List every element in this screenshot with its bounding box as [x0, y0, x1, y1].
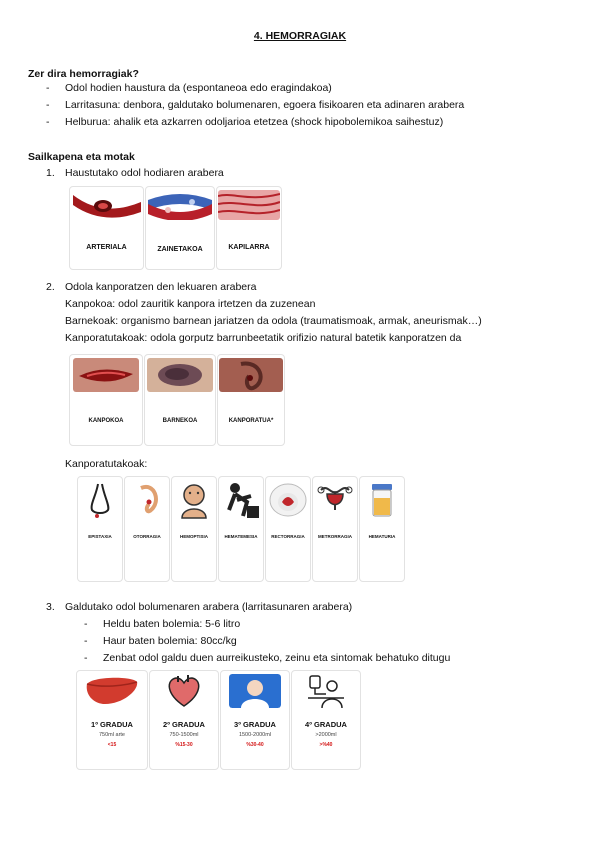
- grade-percent: %15-30: [175, 742, 193, 748]
- card-vein: [145, 186, 215, 270]
- card-rectorrhagia: [265, 476, 311, 582]
- list-item: - Haur baten bolemia: 80cc/kg: [84, 635, 237, 647]
- card-otorrhagia: [124, 476, 170, 582]
- grade-label: 4º GRADUA: [305, 720, 347, 729]
- card-epistaxis: [77, 476, 123, 582]
- grade-volume: 1500-2000ml: [238, 732, 272, 738]
- vessel-vein-icon: [148, 190, 212, 220]
- card-grade-1: [76, 670, 148, 770]
- iv-drip-icon: [304, 674, 348, 708]
- card-label: ARTERIALA: [86, 244, 127, 251]
- bruise-icon: [147, 358, 213, 392]
- card-label: KAPILARRA: [228, 244, 270, 251]
- card-hemoptysis: [171, 476, 217, 582]
- card-grade-2: [149, 670, 219, 770]
- liver-icon: [83, 674, 141, 708]
- grade-percent: %30-40: [246, 742, 264, 748]
- point-1: 1. Haustutako odol hodiaren arabera: [46, 167, 224, 179]
- point-2-line-external: Kanpokoa: odol zauritik kanpora irtetzen da zuzenean: [65, 298, 316, 310]
- nose-icon: [80, 480, 120, 520]
- urine-sample-icon: [362, 480, 402, 520]
- point-2-line-internal: Barnekoak: organismo barnean jariatzen da odola (traumatismoak, armak, aneurismak…): [65, 315, 482, 327]
- card-expelled: [217, 354, 285, 446]
- card-hematemesis: [218, 476, 264, 582]
- patient-icon: [229, 674, 281, 708]
- grade-volume: >2000ml: [315, 732, 337, 738]
- location-cards: [69, 354, 285, 446]
- toilet-blood-icon: [268, 480, 308, 520]
- ear-icon: [127, 480, 167, 520]
- grade-volume: 750ml arte: [99, 732, 125, 738]
- list-item: - Larritasuna: denbora, galdutako bolumenaren, egoera fisikoaren eta adinaren arabera: [46, 99, 465, 111]
- grade-label: 2º GRADUA: [163, 720, 205, 729]
- card-label: HEMATURIA: [368, 534, 396, 539]
- list-item: - Helburua: ahalik eta azkarren odoljarioa etetzea (shock hipobolemikoa saihestuz): [46, 116, 444, 128]
- card-label: OTORRAGIA: [133, 534, 161, 539]
- grade-label: 3º GRADUA: [234, 720, 276, 729]
- expelled-cards: [77, 476, 405, 582]
- grade-cards: [76, 670, 361, 770]
- card-label: KANPORATUA*: [228, 418, 274, 424]
- capillary-tissue-icon: [218, 190, 280, 220]
- card-internal: [144, 354, 216, 446]
- grade-label: 1º GRADUA: [91, 720, 133, 729]
- vessel-artery-icon: [73, 190, 141, 220]
- vomiting-person-icon: [221, 480, 261, 520]
- card-grade-3: [220, 670, 290, 770]
- card-label: BARNEKOA: [162, 418, 198, 424]
- section-heading-classification: Sailkapena eta motak: [28, 151, 135, 163]
- external-wound-icon: [73, 358, 139, 392]
- card-label: EPISTAXIA: [88, 534, 112, 539]
- expelled-subheading: Kanporatutakoak:: [65, 458, 148, 470]
- card-label: HEMOPTISIA: [179, 534, 208, 539]
- card-metrorrhagia: [312, 476, 358, 582]
- card-label: HEMATEMESIA: [224, 534, 258, 539]
- card-label: METRORRAGIA: [318, 534, 352, 539]
- vessel-cards: [69, 186, 282, 270]
- grade-percent: >%40: [319, 742, 333, 748]
- point-2-line-expelled: Kanporatutakoak: odola gorputz barrunbeetatik orifizio natural batetik kanporatzen da: [65, 332, 462, 344]
- card-external: [69, 354, 143, 446]
- point-3: 3. Galdutako odol bolumenaren arabera (larritasunaren arabera): [46, 601, 353, 613]
- uterus-icon: [315, 480, 355, 520]
- ear-blood-icon: [219, 358, 283, 392]
- heart-icon: [162, 674, 206, 708]
- grade-volume: 750-1500ml: [169, 732, 199, 738]
- grade-percent: <15: [107, 742, 117, 748]
- volume-list: [84, 616, 450, 667]
- what-list: [46, 80, 464, 131]
- list-item: - Zenbat odol galdu duen aurreikusteko, zeinu eta sintomak behatuko ditugu: [84, 652, 451, 664]
- card-label: ZAINETAKOA: [157, 246, 203, 253]
- list-item: - Odol hodien haustura da (espontaneoa edo eragindakoa): [46, 82, 332, 94]
- card-arterial: [69, 186, 144, 270]
- card-label: RECTORRAGIA: [271, 534, 305, 539]
- card-grade-4: [291, 670, 361, 770]
- point-2: 2. Odola kanporatzen den lekuaren arabera: [46, 281, 257, 293]
- section-heading-what: Zer dira hemorragiak?: [28, 68, 139, 80]
- list-item: - Heldu baten bolemia: 5-6 litro: [84, 618, 241, 630]
- card-hematuria: [359, 476, 405, 582]
- card-capillary: [216, 186, 282, 270]
- page-title: 4. HEMORRAGIAK: [253, 30, 347, 42]
- coughing-person-icon: [174, 480, 214, 520]
- card-label: KANPOKOA: [88, 418, 124, 424]
